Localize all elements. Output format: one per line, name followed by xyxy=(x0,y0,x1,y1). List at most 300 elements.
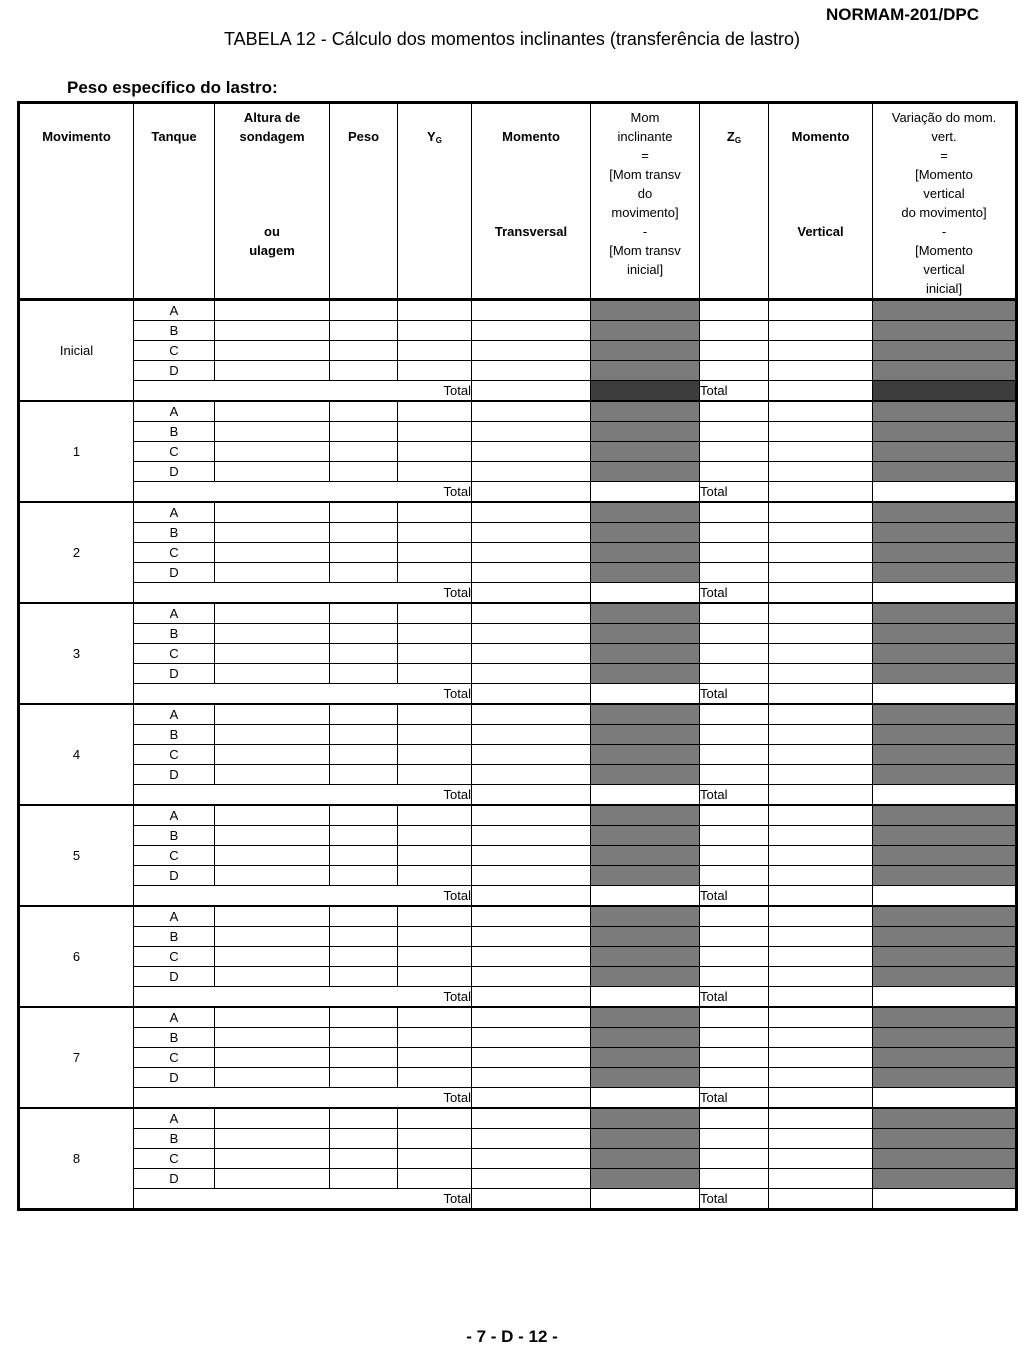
momento-transversal-cell[interactable] xyxy=(472,906,591,927)
peso-cell[interactable] xyxy=(330,664,398,684)
momento-vertical-cell[interactable] xyxy=(769,664,873,684)
altura-cell[interactable] xyxy=(215,745,330,765)
momento-transversal-cell[interactable] xyxy=(472,1129,591,1149)
momento-transversal-cell[interactable] xyxy=(472,563,591,583)
yg-cell[interactable] xyxy=(398,1048,472,1068)
yg-cell[interactable] xyxy=(398,422,472,442)
peso-cell[interactable] xyxy=(330,523,398,543)
variacao-shaded-cell xyxy=(873,1048,1017,1068)
momento-vertical-cell[interactable] xyxy=(769,765,873,785)
momento-transversal-cell[interactable] xyxy=(472,866,591,886)
momento-vertical-cell[interactable] xyxy=(769,543,873,563)
momento-transversal-cell[interactable] xyxy=(472,1108,591,1129)
momento-vertical-cell[interactable] xyxy=(769,805,873,826)
tank-row xyxy=(19,1048,1017,1068)
zg-cell[interactable] xyxy=(700,462,769,482)
peso-cell[interactable] xyxy=(330,967,398,987)
momento-transversal-total-cell[interactable] xyxy=(472,886,591,907)
peso-cell[interactable] xyxy=(330,442,398,462)
variacao-shaded-cell xyxy=(873,1068,1017,1088)
momento-vertical-cell[interactable] xyxy=(769,300,873,321)
altura-cell[interactable] xyxy=(215,543,330,563)
variacao-shaded-cell xyxy=(873,704,1017,725)
momento-transversal-cell[interactable] xyxy=(472,765,591,785)
momento-vertical-total-cell[interactable] xyxy=(769,1088,873,1109)
momento-vertical-cell[interactable] xyxy=(769,1149,873,1169)
total-label: Total xyxy=(134,684,472,705)
momento-vertical-cell[interactable] xyxy=(769,341,873,361)
zg-cell[interactable] xyxy=(700,543,769,563)
total-label: Total xyxy=(134,482,472,503)
momento-transversal-total-cell[interactable] xyxy=(472,583,591,604)
momento-transversal-cell[interactable] xyxy=(472,826,591,846)
altura-cell[interactable] xyxy=(215,300,330,321)
momento-transversal-cell[interactable] xyxy=(472,745,591,765)
peso-cell[interactable] xyxy=(330,906,398,927)
movement-label: 8 xyxy=(19,1108,134,1210)
peso-cell[interactable] xyxy=(330,826,398,846)
momento-vertical-cell[interactable] xyxy=(769,442,873,462)
momento-vertical-cell[interactable] xyxy=(769,603,873,624)
altura-cell[interactable] xyxy=(215,906,330,927)
yg-cell[interactable] xyxy=(398,805,472,826)
peso-cell[interactable] xyxy=(330,300,398,321)
zg-cell[interactable] xyxy=(700,361,769,381)
mom-inclinante-total-cell[interactable] xyxy=(591,482,700,503)
tank-row xyxy=(19,745,1017,765)
momento-transversal-cell[interactable] xyxy=(472,644,591,664)
altura-cell[interactable] xyxy=(215,341,330,361)
momento-vertical-cell[interactable] xyxy=(769,502,873,523)
yg-cell[interactable] xyxy=(398,704,472,725)
momento-transversal-total-cell[interactable] xyxy=(472,482,591,503)
total-label: Total xyxy=(134,987,472,1008)
yg-cell[interactable] xyxy=(398,664,472,684)
tank-label: C xyxy=(134,543,215,563)
momento-vertical-cell[interactable] xyxy=(769,1048,873,1068)
altura-cell[interactable] xyxy=(215,563,330,583)
altura-cell[interactable] xyxy=(215,947,330,967)
variacao-total-cell[interactable] xyxy=(873,482,1017,503)
peso-cell[interactable] xyxy=(330,422,398,442)
movement-label: 6 xyxy=(19,906,134,1007)
variacao-total-cell[interactable] xyxy=(873,1088,1017,1109)
momento-vertical-total-cell[interactable] xyxy=(769,987,873,1008)
momento-transversal-cell[interactable] xyxy=(472,462,591,482)
tank-row xyxy=(19,664,1017,684)
momento-vertical-cell[interactable] xyxy=(769,563,873,583)
altura-cell[interactable] xyxy=(215,866,330,886)
zg-cell[interactable] xyxy=(700,704,769,725)
peso-cell[interactable] xyxy=(330,341,398,361)
momento-transversal-cell[interactable] xyxy=(472,603,591,624)
mom-inclinante-shaded-cell xyxy=(591,1169,700,1189)
zg-cell[interactable] xyxy=(700,442,769,462)
col-peso: Peso xyxy=(330,103,398,300)
yg-cell[interactable] xyxy=(398,1129,472,1149)
altura-cell[interactable] xyxy=(215,927,330,947)
tank-label: D xyxy=(134,361,215,381)
momento-vertical-cell[interactable] xyxy=(769,1108,873,1129)
momento-transversal-cell[interactable] xyxy=(472,300,591,321)
peso-cell[interactable] xyxy=(330,1068,398,1088)
momento-transversal-cell[interactable] xyxy=(472,341,591,361)
altura-cell[interactable] xyxy=(215,644,330,664)
peso-cell[interactable] xyxy=(330,543,398,563)
zg-cell[interactable] xyxy=(700,1068,769,1088)
tank-row xyxy=(19,805,1017,826)
yg-cell[interactable] xyxy=(398,603,472,624)
variacao-total-cell[interactable] xyxy=(873,785,1017,806)
tank-row xyxy=(19,502,1017,523)
total-row xyxy=(19,381,1017,402)
momento-vertical-cell[interactable] xyxy=(769,361,873,381)
zg-cell[interactable] xyxy=(700,947,769,967)
momento-transversal-cell[interactable] xyxy=(472,805,591,826)
momento-transversal-cell[interactable] xyxy=(472,624,591,644)
momento-transversal-cell[interactable] xyxy=(472,361,591,381)
zg-cell[interactable] xyxy=(700,866,769,886)
peso-cell[interactable] xyxy=(330,745,398,765)
peso-cell[interactable] xyxy=(330,1048,398,1068)
zg-cell[interactable] xyxy=(700,1048,769,1068)
yg-cell[interactable] xyxy=(398,927,472,947)
zg-cell[interactable] xyxy=(700,1169,769,1189)
yg-cell[interactable] xyxy=(398,906,472,927)
mom-inclinante-shaded-cell xyxy=(591,664,700,684)
zg-cell[interactable] xyxy=(700,563,769,583)
mom-inclinante-shaded-cell xyxy=(591,927,700,947)
variacao-total-cell[interactable] xyxy=(873,583,1017,604)
peso-cell[interactable] xyxy=(330,704,398,725)
yg-cell[interactable] xyxy=(398,1149,472,1169)
momento-transversal-cell[interactable] xyxy=(472,1149,591,1169)
mom-inclinante-shaded-cell xyxy=(591,967,700,987)
momento-vertical-total-cell[interactable] xyxy=(769,482,873,503)
momento-transversal-cell[interactable] xyxy=(472,1048,591,1068)
momento-vertical-cell[interactable] xyxy=(769,725,873,745)
altura-cell[interactable] xyxy=(215,1028,330,1048)
momento-vertical-cell[interactable] xyxy=(769,1028,873,1048)
zg-cell[interactable] xyxy=(700,846,769,866)
zg-cell[interactable] xyxy=(700,725,769,745)
momento-vertical-total-cell[interactable] xyxy=(769,583,873,604)
zg-cell[interactable] xyxy=(700,624,769,644)
variacao-shaded-cell xyxy=(873,502,1017,523)
altura-cell[interactable] xyxy=(215,846,330,866)
yg-cell[interactable] xyxy=(398,765,472,785)
variacao-shaded-cell xyxy=(873,826,1017,846)
momento-vertical-total-cell[interactable] xyxy=(769,785,873,806)
momento-vertical-total-cell[interactable] xyxy=(769,381,873,402)
yg-cell[interactable] xyxy=(398,300,472,321)
mom-inclinante-total-cell[interactable] xyxy=(591,987,700,1008)
momento-vertical-cell[interactable] xyxy=(769,704,873,725)
yg-cell[interactable] xyxy=(398,523,472,543)
mom-inclinante-shaded-cell xyxy=(591,1108,700,1129)
yg-cell[interactable] xyxy=(398,543,472,563)
momento-vertical-cell[interactable] xyxy=(769,1007,873,1028)
momento-transversal-cell[interactable] xyxy=(472,523,591,543)
altura-cell[interactable] xyxy=(215,1108,330,1129)
momento-transversal-total-cell[interactable] xyxy=(472,381,591,402)
zg-cell[interactable] xyxy=(700,422,769,442)
peso-cell[interactable] xyxy=(330,947,398,967)
variacao-shaded-cell xyxy=(873,805,1017,826)
variacao-shaded-cell xyxy=(873,866,1017,886)
momento-vertical-total-cell[interactable] xyxy=(769,886,873,907)
momento-vertical-cell[interactable] xyxy=(769,462,873,482)
yg-cell[interactable] xyxy=(398,321,472,341)
altura-cell[interactable] xyxy=(215,805,330,826)
altura-cell[interactable] xyxy=(215,603,330,624)
tank-label: C xyxy=(134,644,215,664)
momento-transversal-cell[interactable] xyxy=(472,1007,591,1028)
peso-cell[interactable] xyxy=(330,321,398,341)
variacao-shaded-cell xyxy=(873,664,1017,684)
momento-transversal-cell[interactable] xyxy=(472,664,591,684)
momento-transversal-cell[interactable] xyxy=(472,725,591,745)
tank-label: A xyxy=(134,603,215,624)
peso-cell[interactable] xyxy=(330,725,398,745)
zg-cell[interactable] xyxy=(700,341,769,361)
momento-vertical-cell[interactable] xyxy=(769,745,873,765)
altura-cell[interactable] xyxy=(215,442,330,462)
tank-row xyxy=(19,1129,1017,1149)
altura-cell[interactable] xyxy=(215,462,330,482)
peso-cell[interactable] xyxy=(330,927,398,947)
yg-cell[interactable] xyxy=(398,725,472,745)
altura-cell[interactable] xyxy=(215,967,330,987)
momento-vertical-cell[interactable] xyxy=(769,624,873,644)
yg-cell[interactable] xyxy=(398,462,472,482)
momento-vertical-cell[interactable] xyxy=(769,826,873,846)
momento-vertical-cell[interactable] xyxy=(769,927,873,947)
altura-cell[interactable] xyxy=(215,1169,330,1189)
peso-cell[interactable] xyxy=(330,361,398,381)
momento-vertical-total-cell[interactable] xyxy=(769,1189,873,1210)
zg-cell[interactable] xyxy=(700,603,769,624)
mom-inclinante-shaded-cell xyxy=(591,563,700,583)
momento-transversal-total-cell[interactable] xyxy=(472,987,591,1008)
momento-transversal-cell[interactable] xyxy=(472,947,591,967)
variacao-total-cell[interactable] xyxy=(873,987,1017,1008)
momento-transversal-total-cell[interactable] xyxy=(472,1088,591,1109)
momento-transversal-cell[interactable] xyxy=(472,321,591,341)
altura-cell[interactable] xyxy=(215,422,330,442)
altura-cell[interactable] xyxy=(215,725,330,745)
momento-transversal-total-cell[interactable] xyxy=(472,1189,591,1210)
momento-transversal-total-cell[interactable] xyxy=(472,785,591,806)
yg-cell[interactable] xyxy=(398,442,472,462)
peso-cell[interactable] xyxy=(330,563,398,583)
altura-cell[interactable] xyxy=(215,1129,330,1149)
movement-label: 7 xyxy=(19,1007,134,1108)
tank-label: D xyxy=(134,1169,215,1189)
total-z-label: Total xyxy=(700,987,769,1008)
zg-cell[interactable] xyxy=(700,745,769,765)
momento-vertical-cell[interactable] xyxy=(769,644,873,664)
yg-cell[interactable] xyxy=(398,1028,472,1048)
momento-transversal-cell[interactable] xyxy=(472,1169,591,1189)
yg-cell[interactable] xyxy=(398,967,472,987)
peso-cell[interactable] xyxy=(330,603,398,624)
yg-cell[interactable] xyxy=(398,502,472,523)
mom-inclinante-total-cell[interactable] xyxy=(591,684,700,705)
yg-cell[interactable] xyxy=(398,361,472,381)
tank-row xyxy=(19,967,1017,987)
peso-cell[interactable] xyxy=(330,765,398,785)
zg-cell[interactable] xyxy=(700,523,769,543)
yg-cell[interactable] xyxy=(398,341,472,361)
altura-cell[interactable] xyxy=(215,1007,330,1028)
altura-cell[interactable] xyxy=(215,704,330,725)
mom-inclinante-total-cell[interactable] xyxy=(591,583,700,604)
zg-cell[interactable] xyxy=(700,321,769,341)
momento-vertical-cell[interactable] xyxy=(769,422,873,442)
peso-cell[interactable] xyxy=(330,462,398,482)
mom-inclinante-total-cell[interactable] xyxy=(591,785,700,806)
zg-cell[interactable] xyxy=(700,664,769,684)
movement-label: Inicial xyxy=(19,300,134,402)
momento-transversal-total-cell[interactable] xyxy=(472,684,591,705)
yg-cell[interactable] xyxy=(398,563,472,583)
momento-transversal-cell[interactable] xyxy=(472,846,591,866)
col-mom-inclinante: Mom inclinante = [Mom transv do movimento] - [Mom transv inicial] xyxy=(591,103,700,300)
zg-cell[interactable] xyxy=(700,765,769,785)
momento-transversal-cell[interactable] xyxy=(472,442,591,462)
altura-cell[interactable] xyxy=(215,1048,330,1068)
momento-transversal-cell[interactable] xyxy=(472,1068,591,1088)
peso-cell[interactable] xyxy=(330,1169,398,1189)
mom-inclinante-total-cell[interactable] xyxy=(591,1088,700,1109)
yg-cell[interactable] xyxy=(398,947,472,967)
page-number: - 7 - D - 12 - xyxy=(466,1327,558,1346)
momento-vertical-cell[interactable] xyxy=(769,523,873,543)
peso-cell[interactable] xyxy=(330,1129,398,1149)
variacao-total-cell[interactable] xyxy=(873,1189,1017,1210)
peso-cell[interactable] xyxy=(330,1007,398,1028)
zg-cell[interactable] xyxy=(700,502,769,523)
zg-cell[interactable] xyxy=(700,805,769,826)
peso-cell[interactable] xyxy=(330,502,398,523)
zg-cell[interactable] xyxy=(700,967,769,987)
altura-cell[interactable] xyxy=(215,765,330,785)
momento-transversal-cell[interactable] xyxy=(472,967,591,987)
zg-cell[interactable] xyxy=(700,1149,769,1169)
momento-transversal-cell[interactable] xyxy=(472,704,591,725)
mom-inclinante-total-cell[interactable] xyxy=(591,1189,700,1210)
yg-cell[interactable] xyxy=(398,1169,472,1189)
altura-cell[interactable] xyxy=(215,502,330,523)
yg-cell[interactable] xyxy=(398,401,472,422)
variacao-shaded-cell xyxy=(873,725,1017,745)
momento-transversal-cell[interactable] xyxy=(472,502,591,523)
variacao-shaded-cell xyxy=(873,1007,1017,1028)
momento-vertical-cell[interactable] xyxy=(769,846,873,866)
zg-cell[interactable] xyxy=(700,300,769,321)
altura-cell[interactable] xyxy=(215,826,330,846)
yg-cell[interactable] xyxy=(398,745,472,765)
variacao-shaded-cell xyxy=(873,644,1017,664)
peso-cell[interactable] xyxy=(330,846,398,866)
variacao-shaded-cell xyxy=(873,462,1017,482)
momento-transversal-cell[interactable] xyxy=(472,401,591,422)
zg-cell[interactable] xyxy=(700,1129,769,1149)
altura-cell[interactable] xyxy=(215,1149,330,1169)
zg-cell[interactable] xyxy=(700,1007,769,1028)
zg-cell[interactable] xyxy=(700,906,769,927)
peso-cell[interactable] xyxy=(330,1149,398,1169)
momento-vertical-total-cell[interactable] xyxy=(769,684,873,705)
variacao-shaded-cell xyxy=(873,947,1017,967)
momento-vertical-cell[interactable] xyxy=(769,947,873,967)
zg-cell[interactable] xyxy=(700,644,769,664)
variacao-shaded-cell xyxy=(873,624,1017,644)
yg-cell[interactable] xyxy=(398,1007,472,1028)
momento-transversal-cell[interactable] xyxy=(472,1028,591,1048)
peso-cell[interactable] xyxy=(330,805,398,826)
altura-cell[interactable] xyxy=(215,664,330,684)
table-header-row xyxy=(19,103,1017,300)
yg-cell[interactable] xyxy=(398,624,472,644)
variacao-shaded-cell xyxy=(873,846,1017,866)
zg-cell[interactable] xyxy=(700,1108,769,1129)
mom-inclinante-total-cell[interactable] xyxy=(591,886,700,907)
zg-cell[interactable] xyxy=(700,1028,769,1048)
momento-vertical-cell[interactable] xyxy=(769,321,873,341)
total-label: Total xyxy=(134,785,472,806)
momento-transversal-cell[interactable] xyxy=(472,543,591,563)
yg-cell[interactable] xyxy=(398,1068,472,1088)
momento-vertical-cell[interactable] xyxy=(769,1129,873,1149)
momento-vertical-cell[interactable] xyxy=(769,1068,873,1088)
peso-cell[interactable] xyxy=(330,401,398,422)
momento-vertical-cell[interactable] xyxy=(769,967,873,987)
momento-transversal-cell[interactable] xyxy=(472,422,591,442)
momento-vertical-cell[interactable] xyxy=(769,1169,873,1189)
altura-cell[interactable] xyxy=(215,523,330,543)
peso-cell[interactable] xyxy=(330,1028,398,1048)
altura-cell[interactable] xyxy=(215,1068,330,1088)
momento-transversal-cell[interactable] xyxy=(472,927,591,947)
momento-vertical-cell[interactable] xyxy=(769,401,873,422)
movement-label: 4 xyxy=(19,704,134,805)
zg-cell[interactable] xyxy=(700,401,769,422)
peso-cell[interactable] xyxy=(330,644,398,664)
peso-cell[interactable] xyxy=(330,624,398,644)
yg-cell[interactable] xyxy=(398,826,472,846)
momento-vertical-cell[interactable] xyxy=(769,906,873,927)
altura-cell[interactable] xyxy=(215,321,330,341)
total-z-label: Total xyxy=(700,1189,769,1210)
variacao-total-cell[interactable] xyxy=(873,684,1017,705)
yg-cell[interactable] xyxy=(398,846,472,866)
yg-cell[interactable] xyxy=(398,644,472,664)
peso-cell[interactable] xyxy=(330,1108,398,1129)
zg-cell[interactable] xyxy=(700,826,769,846)
variacao-total-cell[interactable] xyxy=(873,886,1017,907)
altura-cell[interactable] xyxy=(215,361,330,381)
yg-cell[interactable] xyxy=(398,866,472,886)
yg-cell[interactable] xyxy=(398,1108,472,1129)
total-row xyxy=(19,684,1017,705)
peso-cell[interactable] xyxy=(330,866,398,886)
momento-vertical-cell[interactable] xyxy=(769,866,873,886)
altura-cell[interactable] xyxy=(215,624,330,644)
zg-cell[interactable] xyxy=(700,927,769,947)
altura-cell[interactable] xyxy=(215,401,330,422)
